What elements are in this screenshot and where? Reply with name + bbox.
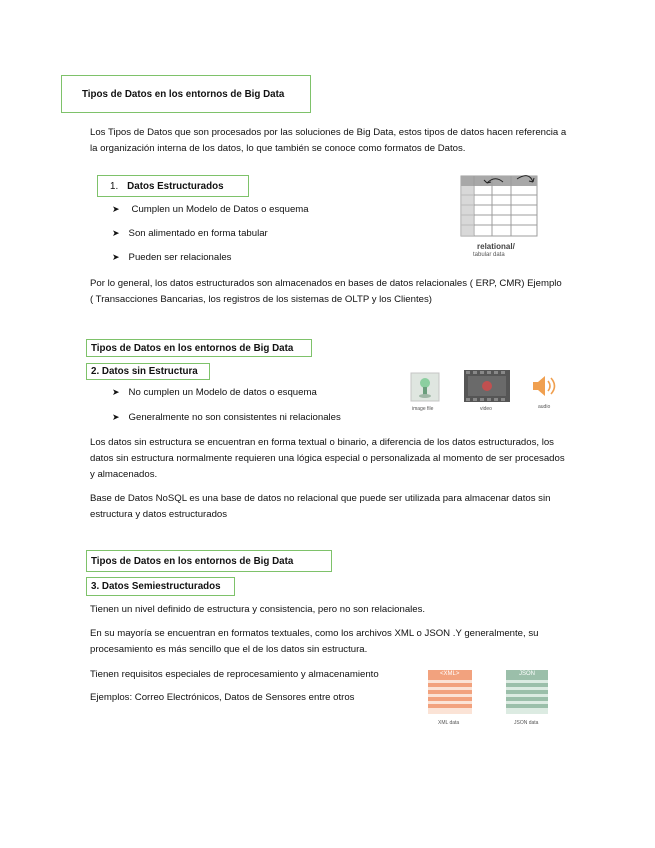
section2-paragraph-1: Los datos sin estructura se encuentran en forma textual o binario, a diferencia de los datos estructurados, los datos sin estructura normalmente requieren una lógica especial o personalizada al momento de ser procesados y almacenados. (90, 437, 565, 480)
video-figure (464, 370, 510, 416)
video-icon (464, 370, 510, 402)
bullet-item (112, 204, 309, 215)
bullet-text: No cumplen un Modelo de datos o esquema (128, 387, 317, 398)
xml-caption: XML data (438, 720, 460, 726)
relational-table-icon (459, 173, 541, 245)
bullet-item (112, 252, 231, 263)
section3-paragraph-1: Tienen un nivel definido de estructura y consistencia, pero no son relacionales. (90, 604, 426, 615)
bullet-item (112, 228, 268, 239)
image-file-icon (410, 372, 440, 402)
relational-caption: relational/ (477, 242, 515, 251)
bullet-text: Generalmente no son consistentes ni relacionales (128, 412, 341, 423)
bullet-text: Pueden ser relacionales (128, 252, 232, 263)
video-caption: video (480, 406, 492, 412)
relational-table-figure (459, 173, 541, 263)
image-file-figure (410, 372, 442, 416)
arrow-bullet-icon: ➤ (112, 228, 120, 238)
arrow-bullet-icon: ➤ (112, 387, 120, 397)
section1-heading: Tipos de Datos en los entornos de Big Data (61, 75, 311, 113)
bullet-text: Son alimentado en forma tabular (128, 228, 268, 239)
json-label: JSON (519, 671, 536, 677)
arrow-bullet-icon: ➤ (112, 252, 120, 262)
section3-paragraph-3: Tienen requisitos especiales de reprocesamiento y almacenamiento (90, 669, 379, 680)
section3-paragraph-2: En su mayoría se encuentran en formatos textuales, como los archivos XML o JSON .Y generalmente, su procesamiento es más sencillo que el de los datos sin estructura. (90, 628, 539, 655)
section3-subheading: 3. Datos Semiestructurados (86, 577, 235, 596)
json-caption: JSON data (514, 720, 539, 726)
audio-icon (530, 373, 556, 399)
section1-subheading-box (97, 175, 249, 197)
tabular-caption: tabular data (473, 252, 505, 258)
arrow-bullet-icon: ➤ (112, 412, 120, 422)
bullet-text: Cumplen un Modelo de Datos o esquema (131, 204, 309, 215)
bullet-item (112, 387, 317, 398)
section2-paragraph-2: Base de Datos NoSQL es una base de datos no relacional que puede ser utilizada para almacenar datos sin estructura y datos estructurados (90, 493, 551, 520)
section1-subheading: Datos Estructurados (127, 180, 224, 192)
image-file-caption: image file (412, 406, 434, 412)
section1-paragraph: Por lo general, los datos estructurados son almacenados en bases de datos relacionales ( ERP, CMR) Ejemplo ( Transacciones Bancarias, los registros de los sistemas de OLTP y los Clientes) (90, 278, 562, 305)
section3-paragraph-4: Ejemplos: Correo Electrónicos, Datos de Sensores entre otros (90, 692, 355, 703)
xml-label: <XML> (440, 671, 460, 677)
section2-heading: Tipos de Datos en los entornos de Big Data (86, 339, 312, 357)
audio-caption: audio (538, 404, 551, 410)
section3-heading: Tipos de Datos en los entornos de Big Data (86, 550, 332, 572)
arrow-bullet-icon: ➤ (112, 204, 120, 214)
section1-intro: Los Tipos de Datos que son procesados por las soluciones de Big Data, estos tipos de datos hacen referencia a la organización interna de los datos, lo que también se conoce como formatos de Datos. (90, 127, 567, 154)
json-data-figure (506, 670, 556, 730)
bullet-item (112, 412, 341, 423)
subheading-number: 1. (110, 180, 119, 192)
section2-subheading: 2. Datos sin Estructura (86, 363, 210, 380)
audio-figure (530, 373, 560, 413)
xml-data-figure (428, 670, 478, 730)
